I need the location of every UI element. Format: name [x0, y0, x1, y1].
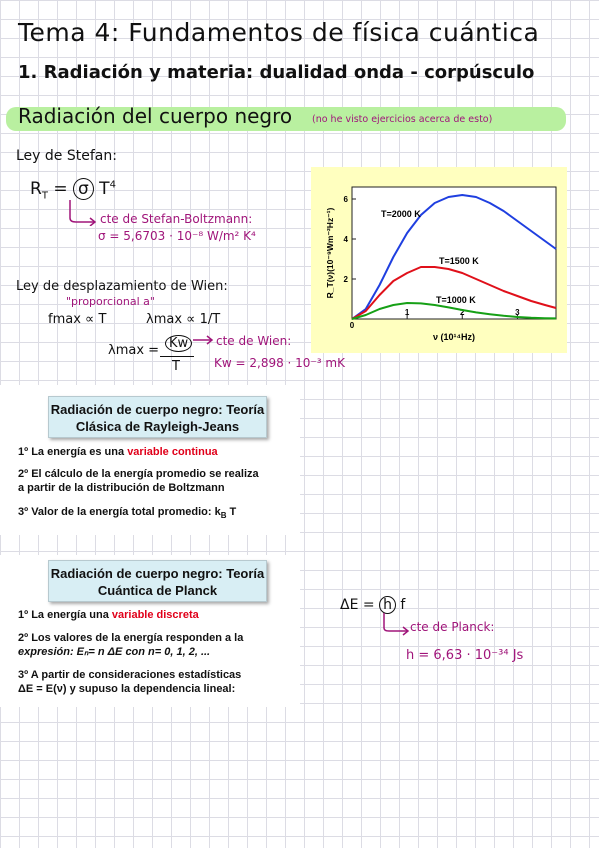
- planck-formula-lhs: ΔE =: [340, 597, 375, 613]
- rayleigh-title: [48, 396, 267, 438]
- series-label-2: T=1000 K: [436, 295, 476, 305]
- wien-lambda-lhs: λmax =: [108, 343, 160, 358]
- fraction-bar: [160, 356, 194, 357]
- y-tick-label: 6: [343, 195, 348, 204]
- rayleigh-item-1-text: 1º La energía es una: [18, 446, 128, 458]
- planck-item-3a: 3º A partir de consideraciones estadísticas: [18, 669, 242, 681]
- planck-title-1: Radiación de cuerpo negro: Teoría: [50, 566, 265, 581]
- rayleigh-title-1: Radiación de cuerpo negro: Teoría: [50, 402, 265, 417]
- stefan-eq: =: [53, 179, 68, 199]
- stefan-rhs: T: [99, 179, 110, 199]
- rayleigh-item-3-text: 3º Valor de la energía total promedio: k: [18, 506, 221, 518]
- page-title: Tema 4: Fundamentos de física cuántica: [18, 18, 540, 47]
- rayleigh-item-3: [18, 505, 236, 523]
- planck-item-1-text: 1º La energía una: [18, 609, 112, 621]
- wien-arrow-icon: [192, 334, 214, 346]
- blackbody-chart: [311, 167, 567, 353]
- rayleigh-item-1: [18, 445, 218, 459]
- kw-circled: Kw: [165, 335, 192, 352]
- rayleigh-item-3-sub: B: [220, 511, 227, 521]
- planck-item-1-red: variable discreta: [111, 609, 199, 621]
- rayleigh-title-2: Clásica de Rayleigh-Jeans: [75, 419, 240, 434]
- planck-note-2: h = 6,63 · 10⁻³⁴ Js: [406, 648, 524, 663]
- stefan-note-1: cte de Stefan-Boltzmann:: [100, 212, 253, 226]
- stefan-sub: T: [41, 190, 48, 202]
- h-circled: h: [379, 596, 396, 614]
- wien-label: Ley de desplazamiento de Wien:: [16, 279, 228, 294]
- planck-item-3b: ΔE = E(ν) y supuso la dependencia lineal:: [18, 683, 236, 695]
- planck-item-1: [18, 608, 199, 622]
- stefan-exp: 4: [109, 179, 116, 191]
- rayleigh-item-1-red: variable continua: [127, 446, 218, 458]
- series-label-1: T=1500 K: [439, 256, 479, 266]
- wien-fmax: fmax ∝ T: [48, 312, 107, 327]
- planck-title-2: Cuántica de Planck: [97, 583, 218, 598]
- stefan-arrow-icon: [62, 198, 98, 226]
- page-subtitle: 1. Radiación y materia: dualidad onda - corpúsculo: [18, 62, 535, 83]
- wien-lambda-prop: λmax ∝ 1/T: [146, 312, 221, 327]
- wien-denominator: T: [172, 359, 180, 374]
- wien-note-1: cte de Wien:: [216, 334, 292, 348]
- planck-arrow-icon: [380, 612, 410, 636]
- rayleigh-item-2a: 2º El cálculo de la energía promedio se realiza: [18, 468, 259, 480]
- series-label-0: T=2000 K: [381, 209, 421, 219]
- planck-item-2a: 2º Los valores de la energía responden a la: [18, 632, 244, 644]
- x-tick-label: 2: [460, 308, 465, 317]
- planck-item-2b: expresión: Eₙ= n ΔE con n= 0, 1, 2, ...: [18, 646, 211, 658]
- stefan-label: Ley de Stefan:: [16, 148, 117, 164]
- wien-fraction: [165, 335, 192, 352]
- stefan-lhs: R: [30, 179, 42, 199]
- planck-formula-rhs: f: [400, 597, 406, 613]
- y-tick-label: 2: [343, 275, 348, 284]
- planck-note-1: cte de Planck:: [410, 620, 495, 634]
- planck-title: [48, 560, 267, 602]
- rayleigh-item-3-post: T: [226, 506, 237, 518]
- y-tick-label: 4: [343, 235, 348, 244]
- chart-ylabel: R_T(ν)(10⁻⁹Wm⁻²Hz⁻¹): [325, 207, 335, 299]
- rayleigh-item-2b: a partir de la distribución de Boltzmann: [18, 482, 225, 494]
- wien-proportional: "proporcional a": [66, 295, 155, 308]
- chart-xlabel: ν (10¹⁴Hz): [433, 332, 475, 342]
- x-tick-label: 0: [349, 321, 355, 330]
- x-tick-label: 1: [404, 308, 410, 317]
- wien-note-2: Kw = 2,898 · 10⁻³ mK: [214, 356, 345, 370]
- section-note: (no he visto ejercicios acerca de esto): [312, 114, 493, 125]
- section-title: Radiación del cuerpo negro: [18, 104, 293, 128]
- x-tick-label: 3: [515, 308, 520, 317]
- sigma-circled: σ: [73, 178, 94, 200]
- stefan-note-2: σ = 5,6703 · 10⁻⁸ W/m² K⁴: [98, 229, 256, 243]
